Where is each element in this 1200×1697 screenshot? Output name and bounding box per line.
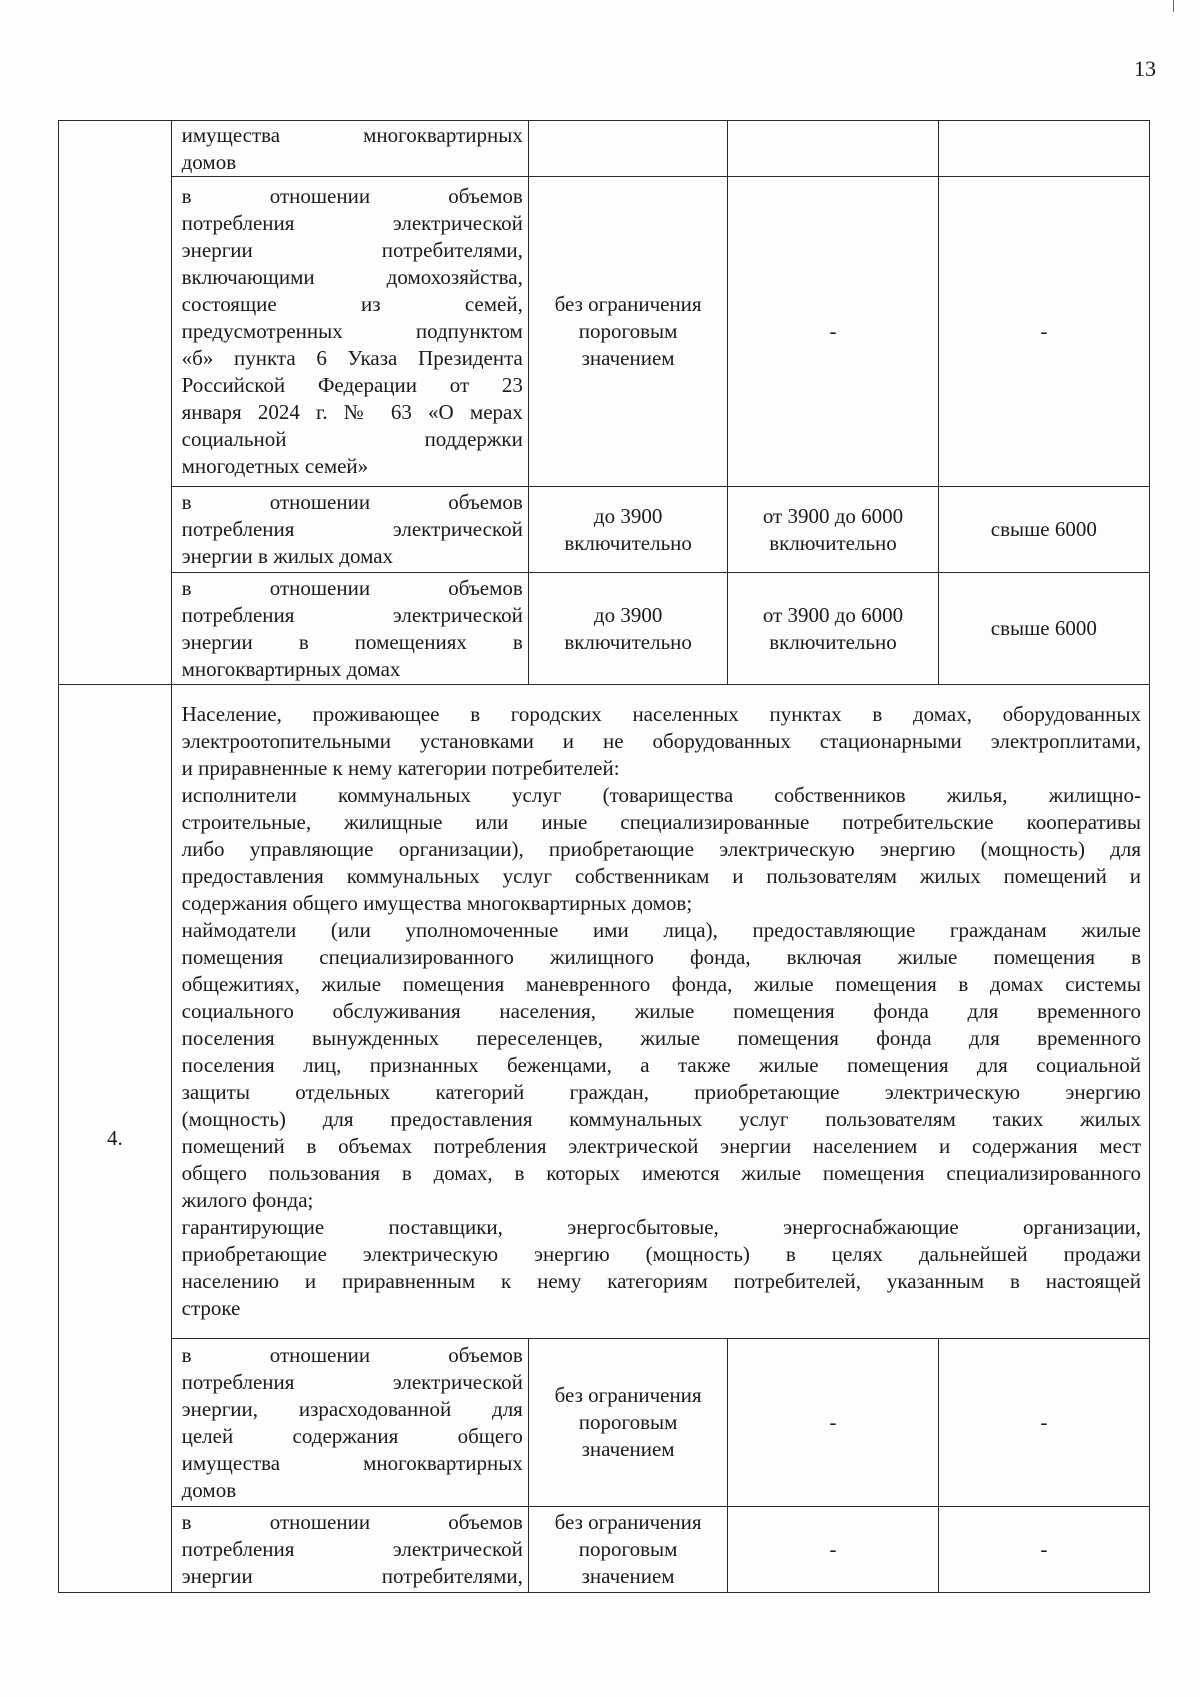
- tariff-table: [58, 120, 1150, 1593]
- threshold-2-cell: -: [728, 1339, 938, 1507]
- row-number-cell: 4.: [59, 685, 172, 1593]
- section-4-row: [59, 685, 1150, 1339]
- row-description: в отношении объемов потребления электрической энергии в помещениях в многоквартирных домах: [171, 573, 528, 685]
- threshold-3-cell: свыше 6000: [938, 487, 1149, 573]
- row-description: в отношении объемов потребления электрической энергии, израсходованной для целей содержания общего имущества многоквартирных домов: [171, 1339, 528, 1507]
- page-number: 13: [1134, 56, 1156, 81]
- row-number-cell: [59, 121, 172, 685]
- threshold-2-cell: [728, 121, 938, 177]
- threshold-2-cell: -: [728, 177, 938, 487]
- threshold-3-cell: [938, 121, 1149, 177]
- table-row: [59, 1339, 1150, 1507]
- threshold-3-cell: свыше 6000: [938, 573, 1149, 685]
- threshold-1-cell: до 3900 включительно: [528, 487, 728, 573]
- threshold-2-cell: от 3900 до 6000 включительно: [728, 573, 938, 685]
- section-4-description: Население, проживающее в городских населенных пунктах в домах, оборудованных электроотопительными установками и не оборудованных стационарными электроплитами, и приравненные к нему категории потребителей: исполнители коммунальных услуг (товарищества собственников жилья, жилищно- строительные, жилищные или иные специализированные потребительские кооперативы либо управляющие организации), приобретающие электрическую энергию (мощность) для предоставления коммунальных услуг собственникам и пользователям жилых помещений и содержания общего имущества многоквартирных домов; наймодатели (или уполномоченные ими лица), предоставляющие гражданам жилые помещения специализированного жилищного фонда, включая жилые помещения в общежитиях, жилые помещения маневренного фонда, жилые помещения в домах системы социального обслуживания населения, жилые помещения фонда для временного поселения вынужденных переселенцев, жилые помещения фонда для временного поселения лиц, признанных беженцами, а также жилые помещения для социальной защиты отдельных категорий граждан, приобретающие электрическую энергию (мощность) для предоставления коммунальных услуг пользователям таких жилых помещений в объемах потребления электрической энергии населением и содержания мест общего пользования в домах, в которых имеются жилые помещения специализированного жилого фонда; гарантирующие поставщики, энергосбытовые, энергоснабжающие организации, приобретающие электрическую энергию (мощность) в целях дальнейшей продажи населению и приравненным к нему категориям потребителей, указанным в настоящей строке: [171, 685, 1149, 1339]
- table-row: [59, 573, 1150, 685]
- table-row: [59, 1507, 1150, 1593]
- threshold-1-cell: [528, 121, 728, 177]
- row-description: в отношении объемов потребления электрической энергии потребителями, включающими домохозяйства, состоящие из семей, предусмотренных подпунктом «б» пункта 6 Указа Президента Российской Федерации от 23 января 2024 г. № 63 «О мерах социальной поддержки многодетных семей»: [171, 177, 528, 487]
- threshold-1-cell: без ограничения пороговым значением: [528, 1339, 728, 1507]
- row-description: в отношении объемов потребления электрической энергии в жилых домах: [171, 487, 528, 573]
- table-row: [59, 121, 1150, 177]
- threshold-3-cell: -: [938, 177, 1149, 487]
- row-description: имущества многоквартирных домов: [171, 121, 528, 177]
- threshold-1-cell: без ограничения пороговым значением: [528, 177, 728, 487]
- row-description: в отношении объемов потребления электрической энергии потребителями,: [171, 1507, 528, 1593]
- table-row: [59, 487, 1150, 573]
- threshold-3-cell: -: [938, 1339, 1149, 1507]
- threshold-2-cell: -: [728, 1507, 938, 1593]
- threshold-1-cell: без ограничения пороговым значением: [528, 1507, 728, 1593]
- table-row: [59, 177, 1150, 487]
- scan-mark: [1173, 0, 1174, 12]
- threshold-2-cell: от 3900 до 6000 включительно: [728, 487, 938, 573]
- threshold-3-cell: -: [938, 1507, 1149, 1593]
- threshold-1-cell: до 3900 включительно: [528, 573, 728, 685]
